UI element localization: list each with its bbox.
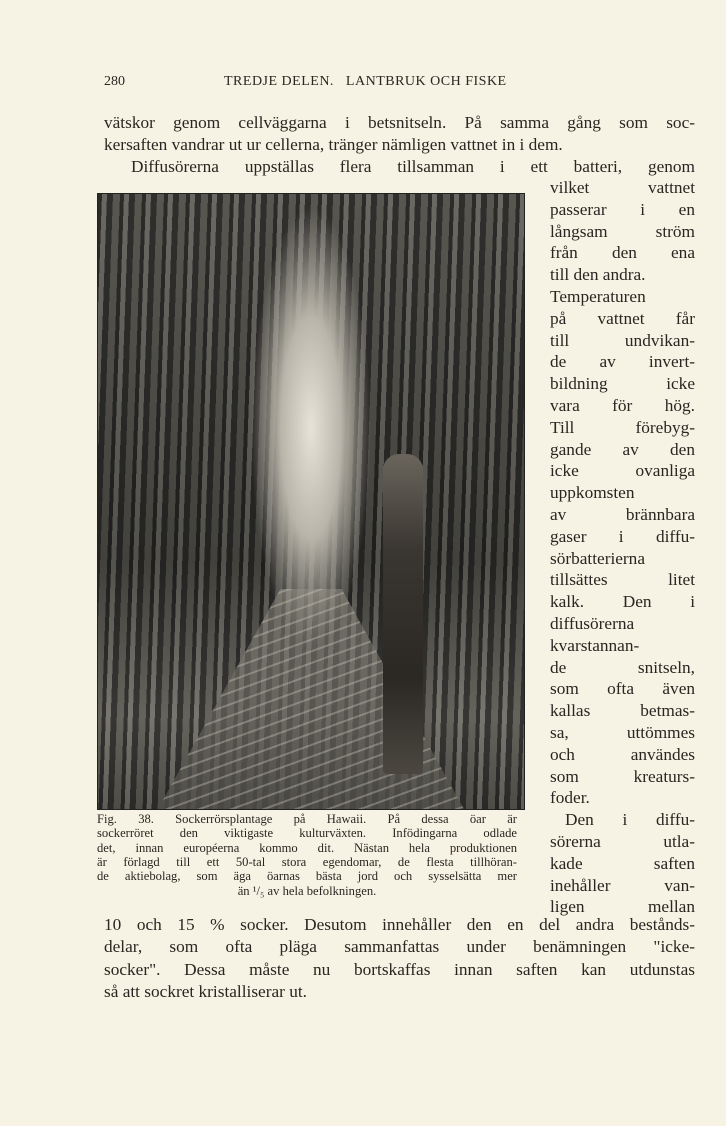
side-column-line: de av invert-: [550, 352, 695, 372]
side-column-line: som ofta även: [550, 679, 695, 699]
side-column-line: vilket vattnet: [550, 178, 695, 197]
side-column-line: från den ena: [550, 243, 695, 263]
body-line: kersaften vandrar ut ur cellerna, tränger nämligen vattnet in i dem.: [104, 135, 563, 154]
figure-photo-sugarcane-plantation: [97, 193, 525, 810]
side-column-line: till den andra.: [550, 265, 646, 285]
side-column-line: sa, uttömmes: [550, 723, 695, 742]
page-number: 280: [104, 74, 125, 89]
caption-line: är förlagd till ett 50-tal stora egendomar, de flesta tillhöran-: [97, 854, 517, 869]
side-column-line: passerar i en: [550, 199, 695, 219]
side-column-line: gaser i diffu-: [550, 526, 695, 546]
body-line: delar, som ofta pläga sammanfattas under benämningen "icke-: [104, 937, 695, 957]
side-column-line: Den i diffu-: [565, 810, 695, 830]
side-column-line: gande av den: [550, 439, 695, 459]
side-column-line: inehåller van-: [550, 875, 695, 895]
side-column-line: de snitseln,: [550, 657, 695, 677]
caption-line: det, innan européerna kommo dit. Nästan hela produktionen: [97, 840, 517, 855]
side-column-line: Till förebyg-: [550, 417, 695, 437]
side-column-line: tillsättes litet: [550, 570, 695, 590]
caption-line: de aktiebolag, som äga öarnas bästa jord och sysselsätta mer: [97, 869, 517, 884]
side-column-line: av brännbara: [550, 505, 695, 524]
side-column-line: kallas betmas-: [550, 701, 695, 721]
side-column-line: bildning icke: [550, 374, 695, 394]
side-column-line: sörerna utla-: [550, 832, 695, 851]
body-line: Diffusörerna uppställas flera tillsamman i ett batteri, genom: [131, 157, 695, 176]
body-line: vätskor genom cellväggarna i betsnitseln. På samma gång som soc-: [104, 113, 695, 132]
side-column-line: vara för hög.: [550, 396, 695, 415]
side-column-line: och användes: [550, 744, 695, 764]
side-column-line: ligen mellan: [550, 897, 695, 917]
caption-line: sockerröret den viktigaste kulturväxten. Infödingarna odlade: [97, 826, 517, 841]
side-column-line: foder.: [550, 788, 590, 808]
side-column-line: på vattnet får: [550, 308, 695, 328]
caption-line: än ¹/₅ av hela befolkningen.: [237, 883, 377, 898]
side-column-line: kalk. Den i: [550, 592, 695, 612]
body-line: socker". Dessa måste nu bortskaffas innan saften kan utdunstas: [104, 959, 695, 979]
caption-line: Fig. 38. Sockerrörsplantage på Hawaii. På dessa öar är: [97, 812, 517, 826]
side-column-line: långsam ström: [550, 221, 695, 241]
body-line: 10 och 15 % socker. Desutom innehåller den en del andra bestånds-: [104, 915, 695, 934]
photo-person: [383, 454, 423, 774]
side-column-line: Temperaturen: [550, 287, 646, 306]
side-column-line: kade saften: [550, 853, 695, 873]
body-line: så att sockret kristalliserar ut.: [104, 981, 307, 1001]
side-column-line: kvarstannan-: [550, 635, 640, 655]
side-column-line: diffusörerna: [550, 614, 635, 633]
side-column-line: till undvikan-: [550, 330, 695, 350]
running-title: TREDJE DELEN. LANTBRUK OCH FISKE: [224, 74, 507, 89]
side-column-line: som kreaturs-: [550, 766, 695, 786]
side-column-line: sörbatterierna: [550, 548, 645, 568]
side-column-line: uppkomsten: [550, 483, 635, 503]
side-column-line: icke ovanliga: [550, 461, 695, 481]
